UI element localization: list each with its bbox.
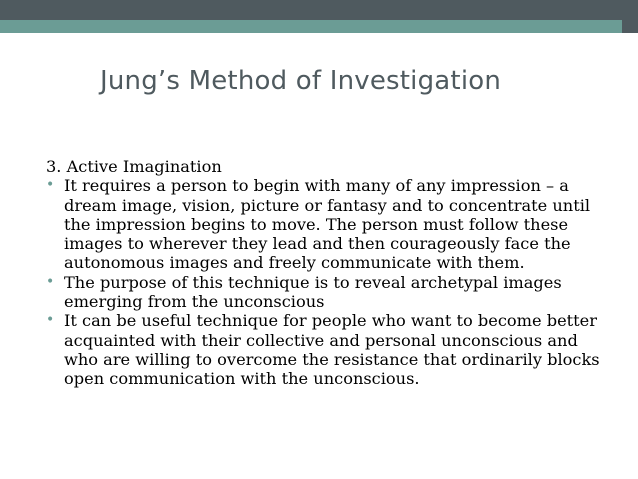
list-item <box>46 176 616 272</box>
top-bar-accent-end <box>622 20 638 33</box>
list-item <box>46 273 616 312</box>
top-bar-accent <box>0 20 638 33</box>
bullet-icon: • <box>46 273 55 290</box>
bullet-text: It requires a person to begin with many of any impression – a dream image, vision, picture or fantasy and to concentrate until the impression begins to move. The person must follow these images to wherever they lead and then courageously face the autonomous images and freely communicate with them. <box>64 176 591 273</box>
subheading: 3. Active Imagination <box>46 157 222 176</box>
list-item <box>46 311 616 388</box>
bullet-icon: • <box>46 177 55 194</box>
bullet-icon: • <box>46 312 55 329</box>
slide-title: Jung’s Method of Investigation <box>100 66 502 96</box>
top-bar-dark <box>0 0 638 20</box>
bullet-list <box>46 176 616 388</box>
bullet-text: The purpose of this technique is to reveal archetypal images emerging from the unconscious <box>64 272 562 312</box>
slide-content <box>46 157 616 389</box>
bullet-text: It can be useful technique for people who want to become better acquainted with their collective and personal unconscious and who are willing to overcome the resistance that ordinarily blocks open communication with the unconscious. <box>64 311 600 389</box>
